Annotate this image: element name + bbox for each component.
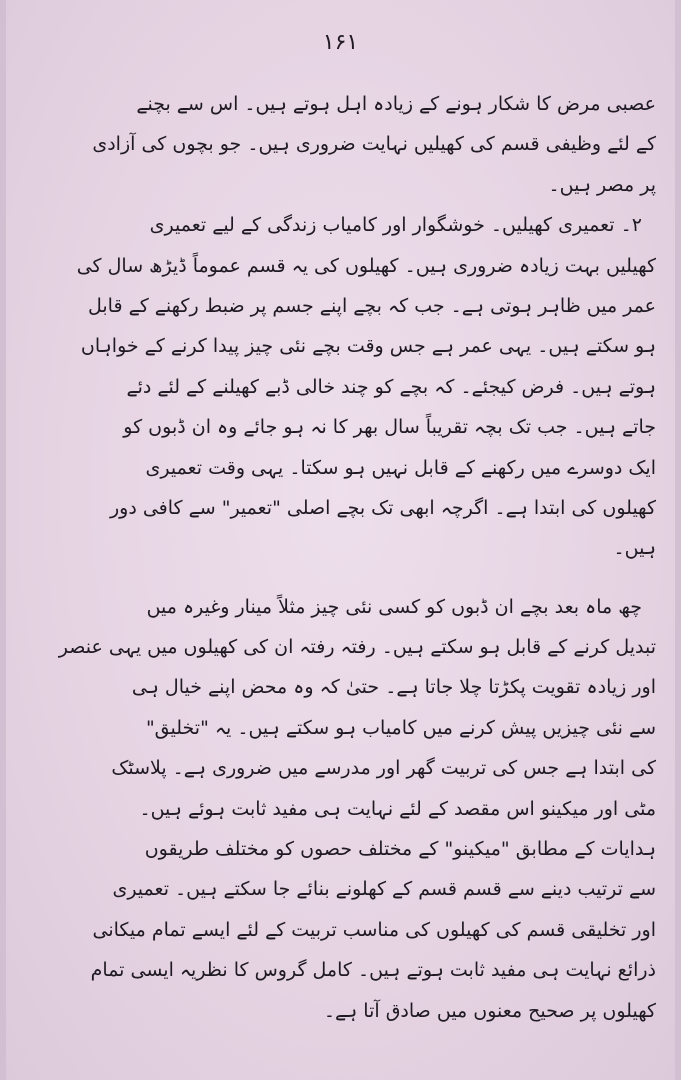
text-line: عمر میں ظاہر ہوتی ہے۔ جب کہ بچے اپنے جسم پر ضبط رکھنے کے قابل [87,294,656,317]
text-line: ۲۔ تعمیری کھیلیں۔ خوشگوار اور کامیاب زندگی کے لیے تعمیری [149,214,642,237]
page-number: ۱۶۱ [322,30,359,55]
text-line: اور تخلیقی قسم کی کھیلوں کی مناسب تربیت کے لئے ایسے تمام میکانی [92,918,656,941]
paragraph-3 [58,587,656,1031]
text-line: ایک دوسرے میں رکھنے کے قابل نہیں ہو سکتا۔ یہی وقت تعمیری [145,456,656,479]
text-line: سے ترتیب دینے سے قسم قسم کے کھلونے بنائے جا سکتے ہیں۔ تعمیری [112,878,656,901]
text-line: کھیلوں کی ابتدا ہے۔ اگرچہ ابھی تک بچے اصلی "تعمیر" سے کافی دور [109,496,656,519]
text-line: پر مصر ہیں۔ [548,173,656,196]
text-line: ہوتے ہیں۔ فرض کیجئے۔ کہ بچے کو چند خالی ڈبے کھیلنے کے لئے دئے [126,375,656,398]
page-edge-left [0,0,6,1080]
text-line: مٹی اور میکینو اس مقصد کے لئے نہایت ہی مفید ثابت ہوئے ہیں۔ [139,797,656,820]
text-line: کی ابتدا ہے جس کی تربیت گھر اور مدرسے میں ضروری ہے۔ پلاسٹک [111,757,656,780]
paragraph-2 [58,205,656,569]
paragraph-gap [58,569,656,587]
paragraph-1 [58,84,656,205]
text-line: جاتے ہیں۔ جب تک بچہ تقریباً سال بھر کا نہ ہو جائے وہ ان ڈبوں کو [123,416,656,439]
text-line: چھ ماہ بعد بچے ان ڈبوں کو کسی نئی چیز مثلاً مینار وغیرہ میں [146,595,642,618]
text-line: ذرائع نہایت ہی مفید ثابت ہوتے ہیں۔ کامل گروس کا نظریہ ایسی تمام [90,959,656,982]
text-line: ہیں۔ [613,537,656,560]
text-line: عصبی مرض کا شکار ہونے کے زیادہ اہل ہوتے ہیں۔ اس سے بچنے [136,93,656,115]
text-line: کھیلیں بہت زیادہ ضروری ہیں۔ کھیلوں کی یہ قسم عموماً ڈیڑھ سال کی [76,254,656,277]
page-body-text [58,84,656,1031]
text-line: سے نئی چیزیں پیش کرنے میں کامیاب ہو سکتے ہیں۔ یہ "تخلیق" [145,716,656,739]
page-edge-right [675,0,681,1080]
text-line: تبدیل کرنے کے قابل ہو سکتے ہیں۔ رفتہ رفتہ ان کی کھیلوں میں یہی عنصر [58,636,656,659]
text-line: کے لئے وظیفی قسم کی کھیلیں نہایت ضروری ہیں۔ جو بچوں کی آزادی [92,133,656,156]
text-line: ہدایات کے مطابق "میکینو" کے مختلف حصوں کو مختلف طریقوں [144,838,656,861]
text-line: کھیلوں پر صحیح معنوں میں صادق آتا ہے۔ [323,999,656,1022]
text-line: ہو سکتے ہیں۔ یہی عمر ہے جس وقت بچے نئی چیز پیدا کرنے کے خواہاں [80,335,656,358]
text-line: اور زیادہ تقویت پکڑتا چلا جاتا ہے۔ حتیٰ کہ وہ محض اپنے خیال ہی [131,676,656,699]
